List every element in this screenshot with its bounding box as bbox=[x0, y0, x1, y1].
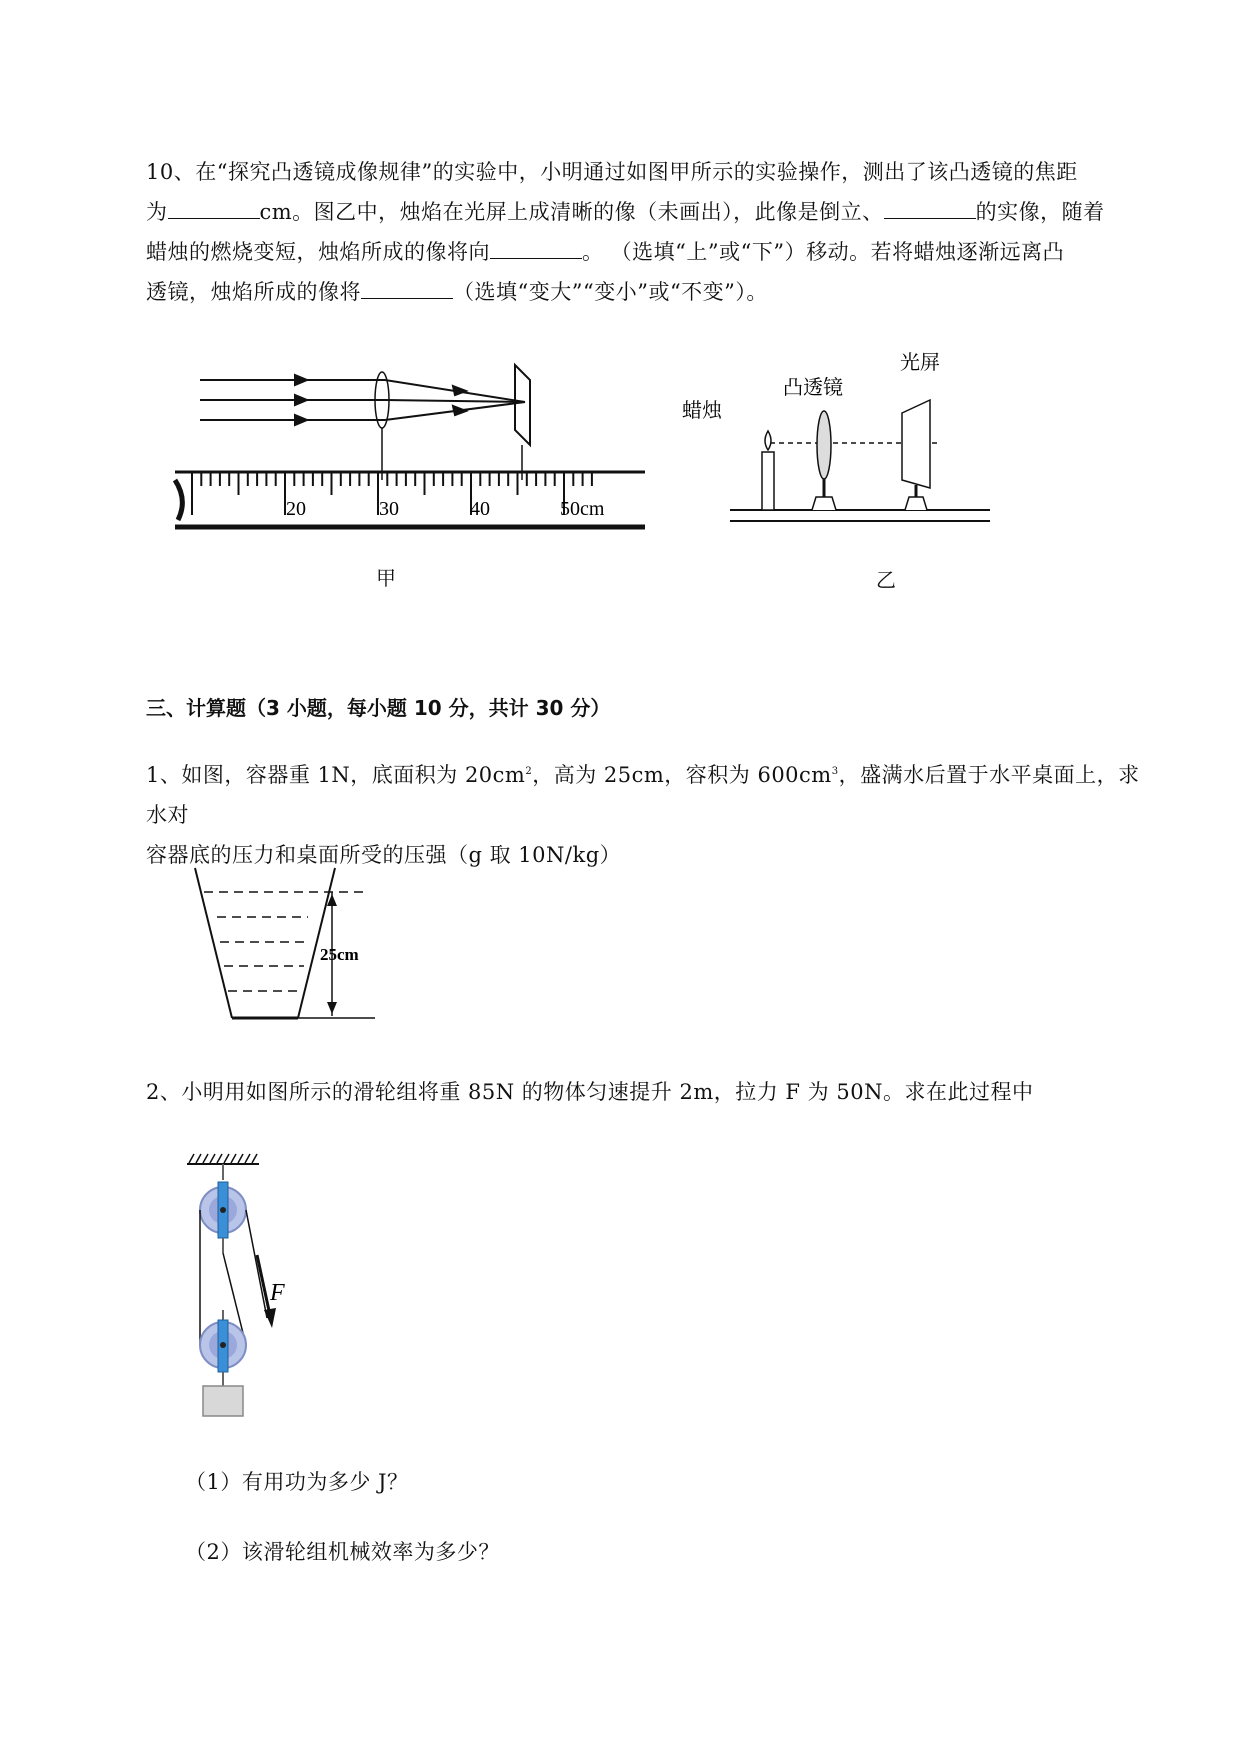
movable-pulley bbox=[200, 1320, 246, 1372]
q10-line-4: 透镜，烛焰所成的像将 （选填“变大”“变小”或“不变”）。 bbox=[146, 272, 1146, 312]
calc1-line-1: 1、如图，容器重 1N，底面积为 $20cm^2$，高为 25cm，容积为 $600cm^3$，盛满水后置于水平桌面上，求水对 bbox=[146, 763, 1140, 827]
answer-blank-focal-length[interactable] bbox=[168, 194, 260, 219]
figure-jia-caption: 甲 bbox=[376, 566, 396, 590]
figure-yi-setup bbox=[682, 345, 1010, 545]
q10-paragraph bbox=[146, 152, 1146, 312]
convex-lens-shape bbox=[812, 411, 836, 510]
answer-blank-image-size[interactable] bbox=[884, 194, 976, 219]
ruler-tick-label-30: 30 bbox=[379, 498, 399, 520]
screen-shape bbox=[515, 365, 530, 445]
calc2-sub-1: （1）有用功为多少 J？ bbox=[185, 1470, 409, 1494]
figure-container bbox=[190, 860, 410, 1030]
force-label-f: F bbox=[270, 1280, 285, 1306]
calc1-line-2: 容器底的压力和桌面所受的压强（g 取 10N/kg） bbox=[146, 843, 622, 867]
section-3-heading: 三、计算题（3 小题，每小题 10 分，共计 30 分） bbox=[146, 696, 611, 720]
figure-yi-caption: 乙 bbox=[876, 568, 896, 592]
q10-line-2: 为 cm。图乙中，烛焰在光屏上成清晰的像（未画出），此像是倒立、 的实像，随着 bbox=[146, 192, 1146, 232]
ruler-tick-label-50cm: 50cm bbox=[560, 498, 605, 520]
answer-blank-move-direction[interactable] bbox=[490, 234, 582, 259]
q10-line-3: 蜡烛的燃烧变短，烛焰所成的像将向 。 （选填“上”或“下”）移动。若将蜡烛逐渐远离凸 bbox=[146, 232, 1146, 272]
figure-jia-focal-length bbox=[170, 350, 650, 540]
container-height-label: 25cm bbox=[320, 945, 359, 964]
calc1-paragraph bbox=[146, 752, 1146, 875]
fixed-pulley bbox=[200, 1182, 246, 1238]
weight-block bbox=[203, 1386, 243, 1416]
screen-label: 光屏 bbox=[900, 350, 940, 374]
lens-label: 凸透镜 bbox=[783, 375, 843, 399]
calc2-text: 2、小明用如图所示的滑轮组将重 85N 的物体匀速提升 2m，拉力 F 为 50N。求在此过程中 bbox=[146, 1080, 1034, 1104]
light-screen-shape bbox=[902, 400, 930, 510]
figure-pulley-system bbox=[175, 1150, 315, 1420]
ruler-tick-label-40: 40 bbox=[470, 498, 490, 520]
calc2-sub-2: （2）该滑轮组机械效率为多少？ bbox=[185, 1540, 500, 1564]
answer-blank-image-change[interactable] bbox=[361, 274, 453, 299]
candle-label: 蜡烛 bbox=[682, 398, 722, 422]
q10-line-1: 10、在“探究凸透镜成像规律”的实验中，小明通过如图甲所示的实验操作，测出了该凸透镜的焦距 bbox=[146, 160, 1078, 184]
ruler-tick-label-20: 20 bbox=[286, 498, 306, 520]
